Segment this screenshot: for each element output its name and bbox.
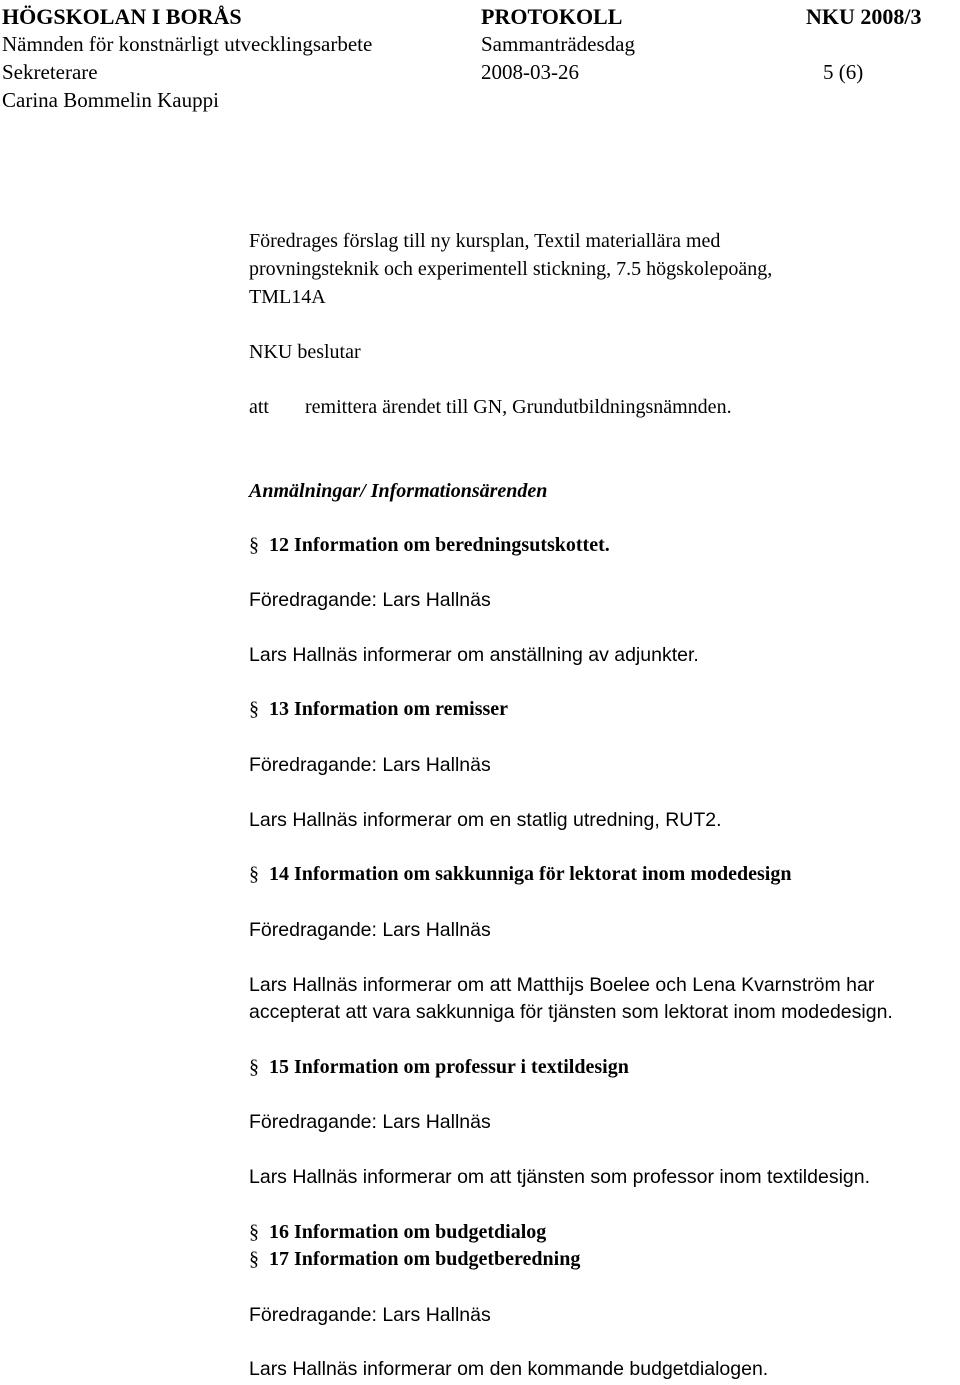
paragraph-symbol: §	[249, 698, 259, 720]
item-12-presenter: Föredragande: Lars Hallnäs	[249, 589, 491, 611]
item-15-heading: § 15 Information om professur i textildesign	[249, 1056, 629, 1078]
item-17-text: Lars Hallnäs informerar om den kommande budgetdialogen.	[249, 1358, 769, 1380]
paragraph-symbol: §	[249, 863, 259, 885]
item-17-heading: § 17 Information om budgetberedning	[249, 1248, 581, 1270]
item-14-heading: § 14 Information om sakkunniga för lektorat inom modedesign	[249, 863, 792, 885]
item-14-presenter: Föredragande: Lars Hallnäs	[249, 919, 491, 941]
item-13-presenter: Föredragande: Lars Hallnäs	[249, 754, 491, 776]
doc-id: NKU 2008/3	[806, 4, 922, 29]
meeting-label: Sammanträdesdag	[481, 32, 635, 56]
paragraph-symbol: §	[249, 534, 259, 556]
proposal-line-3: TML14A	[249, 286, 326, 308]
item-12-text: Lars Hallnäs informerar om anställning av adjunkter.	[249, 644, 699, 666]
item-13-heading: § 13 Information om remisser	[249, 698, 509, 720]
paragraph-symbol: §	[249, 1248, 259, 1270]
item-14-text-1: Lars Hallnäs informerar om att Matthijs Boelee och Lena Kvarnström har	[249, 974, 875, 996]
item-17-presenter: Föredragande: Lars Hallnäs	[249, 1304, 491, 1326]
item-13-text: Lars Hallnäs informerar om en statlig utredning, RUT2.	[249, 809, 722, 831]
school-name: HÖGSKOLAN I BORÅS	[2, 4, 242, 29]
proposal-line-1: Föredrages förslag till ny kursplan, Textil materiallära med	[249, 230, 721, 252]
att-label: att	[249, 396, 269, 418]
role-label: Sekreterare	[2, 60, 98, 84]
item-16-heading: § 16 Information om budgetdialog	[249, 1221, 547, 1243]
item-12-heading: § 12 Information om beredningsutskottet.	[249, 534, 610, 556]
meeting-date: 2008-03-26	[481, 60, 579, 84]
paragraph-symbol: §	[249, 1221, 259, 1243]
paragraph-symbol: §	[249, 1056, 259, 1078]
doc-type: PROTOKOLL	[481, 4, 623, 29]
item-14-text-2: accepterat att vara sakkunniga för tjänsten som lektorat inom modedesign.	[249, 1001, 893, 1023]
secretary-name: Carina Bommelin Kauppi	[2, 88, 219, 112]
item-15-presenter: Föredragande: Lars Hallnäs	[249, 1111, 491, 1133]
decision-text: remittera ärendet till GN, Grundutbildningsnämnden.	[305, 396, 732, 418]
section-heading: Anmälningar/ Informationsärenden	[249, 480, 548, 502]
proposal-line-2: provningsteknik och experimentell stickning, 7.5 högskolepoäng,	[249, 258, 773, 280]
decision-label: NKU beslutar	[249, 341, 361, 363]
item-15-text: Lars Hallnäs informerar om att tjänsten som professor inom textildesign.	[249, 1166, 871, 1188]
page-number: 5 (6)	[823, 60, 864, 84]
committee-name: Nämnden för konstnärligt utvecklingsarbete	[2, 32, 373, 56]
